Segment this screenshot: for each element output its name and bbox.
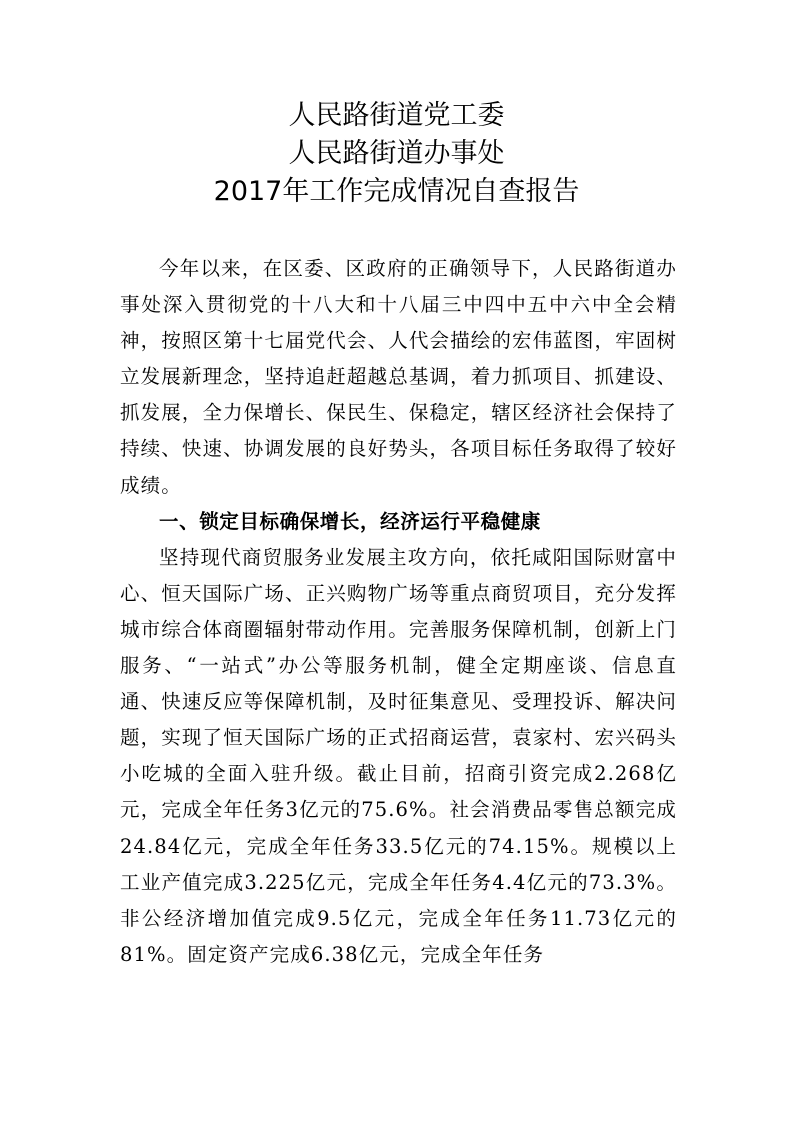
document-body: [120, 251, 677, 973]
title-line-office: 人民路街道办事处: [288, 138, 505, 169]
intro-paragraph: 今年以来，在区委、区政府的正确领导下，人民路街道办事处深入贯彻党的十八大和十八届三中四中五中六中全会精神，按照区第十七届党代会、人代会描绘的宏伟蓝图，牢固树立发展新理念，坚持追赶超越总基调，着力抓项目、抓建设、抓发展，全力保增长、保民生、保稳定，辖区经济社会保持了持续、快速、协调发展的良好势头，各项目标任务取得了较好成绩。: [120, 257, 677, 497]
title-line-report: 2017年工作完成情况自查报告: [213, 176, 580, 207]
title-line-party-committee: 人民路街道党工委: [288, 100, 505, 131]
section-1-paragraph: 坚持现代商贸服务业发展主攻方向，依托咸阳国际财富中心、恒天国际广场、正兴购物广场等重点商贸项目，充分发挥城市综合体商圈辐射带动作用。完善服务保障机制，创新上门服务、“一站式”办公等服务机制，健全定期座谈、信息直通、快速反应等保障机制，及时征集意见、受理投诉、解决问题，实现了恒天国际广场的正式招商运营，袁家村、宏兴码头小吃城的全面入驻升级。截止目前，招商引资完成2.268亿元，完成全年任务3亿元的75.6%。社会消费品零售总额完成24.84亿元，完成全年任务33.5亿元的74.15%。规模以上工业产值完成3.225亿元，完成全年任务4.4亿元的73.3%。非公经济增加值完成9.5亿元，完成全年任务11.73亿元的81%。固定资产完成6.38亿元，完成全年任务: [120, 545, 677, 966]
document-title: [0, 97, 793, 211]
section-heading-1: 一、锁定目标确保增长，经济运行平稳健康: [159, 509, 541, 533]
